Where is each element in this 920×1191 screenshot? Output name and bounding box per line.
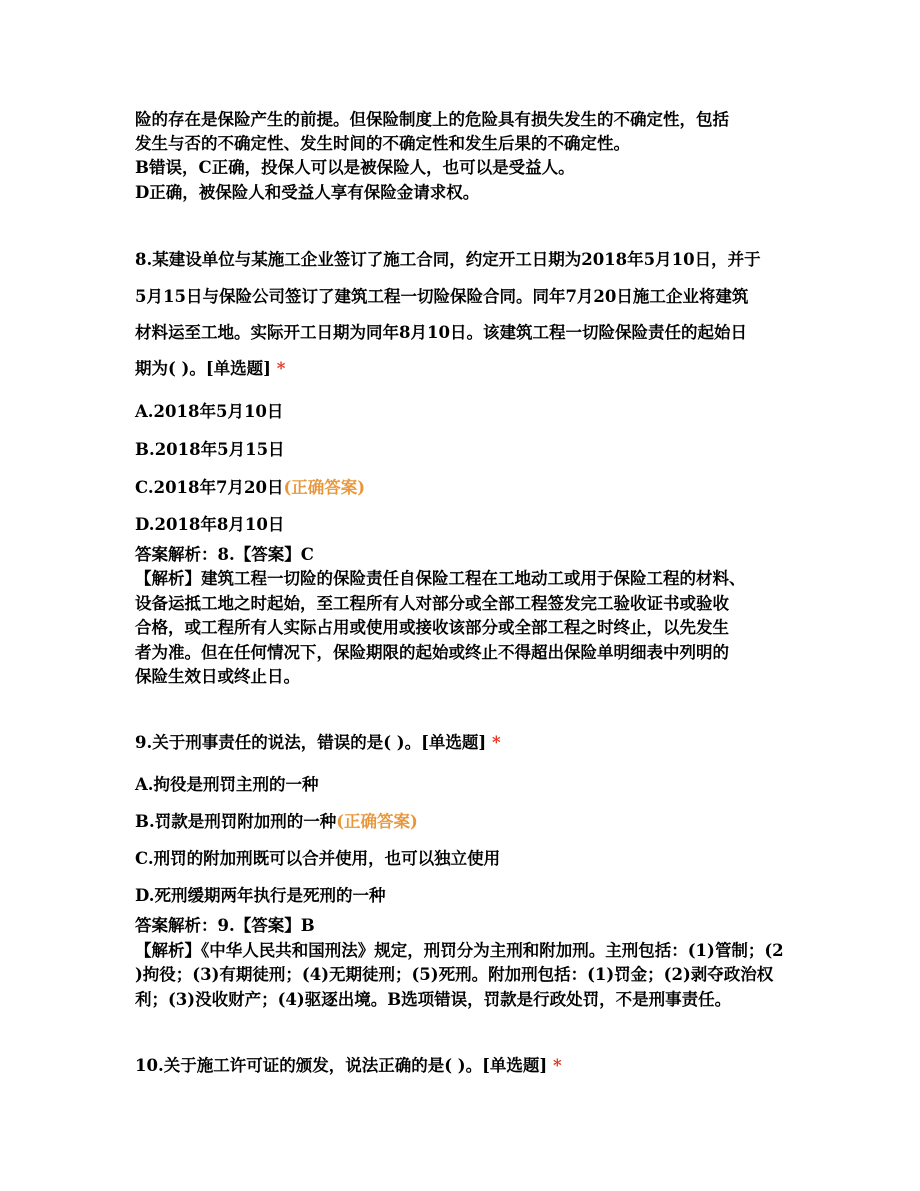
option-text: B.罚款是刑罚附加刑的一种 (135, 812, 337, 831)
analysis-line: 设备运抵工地之时起始，至工程所有人对部分或全部工程签发完工验收证书或验收 (135, 594, 729, 613)
option-b[interactable] (135, 437, 285, 463)
required-mark: * (276, 359, 286, 378)
required-mark: * (491, 733, 501, 752)
answer-analysis-heading: 答案解析：8.【答案】C (135, 545, 314, 564)
option-text: C.刑罚的附加刑既可以合并使用，也可以独立使用 (135, 849, 501, 868)
intro-line: 发生与否的不确定性、发生时间的不确定性和发生后果的不确定性。 (135, 134, 630, 153)
option-text: A.拘役是刑罚主刑的一种 (135, 775, 319, 794)
analysis-line: 利；(3)没收财产；(4)驱逐出境。B选项错误，罚款是行政处罚，不是刑事责任。 (135, 990, 732, 1009)
option-text: D.2018年8月10日 (135, 515, 285, 534)
correct-answer-tag: (正确答案) (283, 478, 366, 497)
question-stem-text: 9.关于刑事责任的说法，错误的是( )。[单选题] (135, 733, 487, 752)
correct-answer-tag: (正确答案) (336, 812, 418, 831)
question-stem-line (135, 730, 501, 756)
option-b[interactable] (135, 809, 418, 835)
question-stem-line: 材料运至工地。实际开工日期为同年8月10日。该建筑工程一切险保险责任的起始日 (135, 323, 747, 342)
analysis-line: 【解析】建筑工程一切险的保险责任自保险工程在工地动工或用于保险工程的材料、 (135, 569, 746, 588)
analysis-line: 【解析】《中华人民共和国刑法》规定，刑罚分为主刑和附加刑。主刑包括：(1)管制；(2 (135, 941, 784, 960)
analysis-line: )拘役；(3)有期徒刑；(4)无期徒刑；(5)死刑。附加刑包括：(1)罚金；(2)剥夺政治权 (135, 965, 774, 984)
analysis-line: 合格，或工程所有人实际占用或使用或接收该部分或全部工程之时终止，以先发生 (135, 618, 729, 637)
option-a[interactable] (135, 772, 319, 798)
option-text: B.2018年5月15日 (135, 440, 285, 459)
option-c[interactable] (135, 846, 500, 872)
option-d[interactable] (135, 883, 385, 909)
option-c[interactable] (135, 475, 365, 501)
question-stem-line: 8.某建设单位与某施工企业签订了施工合同，约定开工日期为2018年5月10日，并于 (135, 250, 761, 269)
question-stem-line (135, 356, 285, 382)
intro-line: B错误，C正确，投保人可以是被保险人，也可以是受益人。 (135, 158, 575, 177)
option-d[interactable] (135, 512, 284, 538)
intro-line: 险的存在是保险产生的前提。但保险制度上的危险具有损失发生的不确定性，包括 (135, 110, 729, 129)
question-stem-text: 10.关于施工许可证的颁发，说法正确的是( )。[单选题] (135, 1056, 548, 1075)
required-mark: * (552, 1056, 562, 1075)
intro-line: D正确，被保险人和受益人享有保险金请求权。 (135, 183, 480, 202)
analysis-line: 保险生效日或终止日。 (135, 667, 300, 686)
option-a[interactable] (135, 399, 283, 425)
question-stem-text: 期为( )。[单选题] (135, 359, 271, 378)
question-stem-line: 5月15日与保险公司签订了建筑工程一切险保险合同。同年7月20日施工企业将建筑 (135, 287, 749, 306)
option-text: D.死刑缓期两年执行是死刑的一种 (135, 886, 386, 905)
question-stem-line (135, 1053, 562, 1079)
analysis-line: 者为准。但在任何情况下，保险期限的起始或终止不得超出保险单明细表中列明的 (135, 643, 729, 662)
option-text: A.2018年5月10日 (135, 402, 284, 421)
option-text: C.2018年7月20日 (135, 478, 284, 497)
answer-analysis-heading: 答案解析：9.【答案】B (135, 916, 315, 935)
